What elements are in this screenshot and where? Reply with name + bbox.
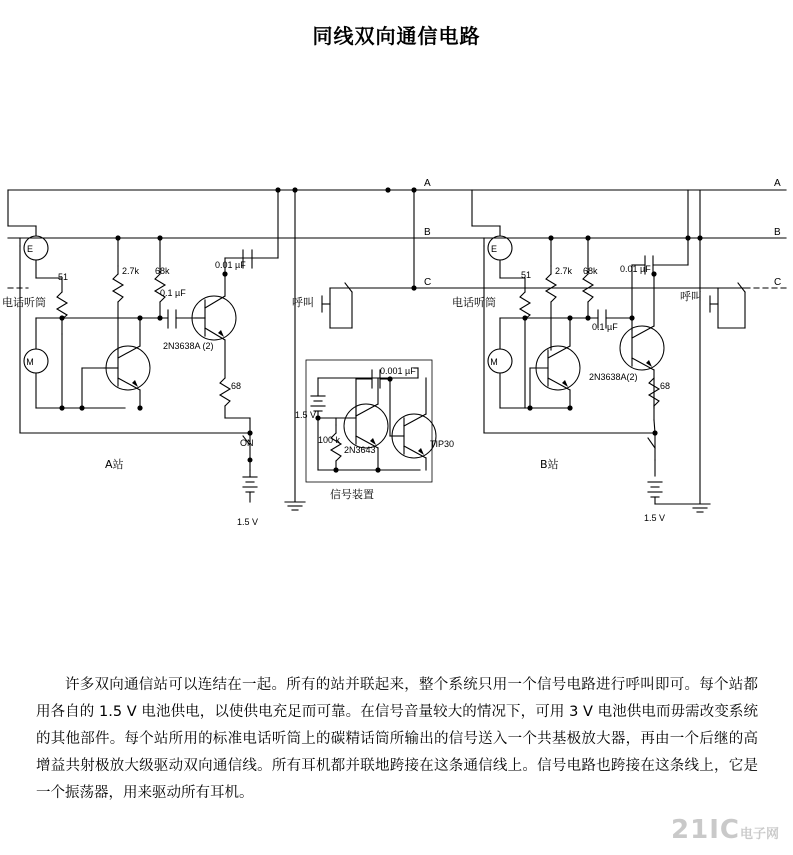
signal-unit-r100k: 100 k bbox=[318, 435, 341, 445]
watermark-sub: 电子网 bbox=[739, 827, 779, 842]
station-a-battery: 1.5 V bbox=[237, 517, 259, 527]
station-b-c001: 0.01 µF bbox=[620, 264, 651, 274]
bus-label-a-right: A bbox=[774, 178, 781, 189]
station-b-r27k: 2.7k bbox=[555, 266, 573, 276]
station-b-name: B站 bbox=[540, 458, 559, 471]
signal-unit-q-tip30: TIP30 bbox=[430, 439, 455, 449]
station-b-mic-label: M bbox=[490, 357, 498, 367]
station-a-switch-label: ON bbox=[240, 438, 254, 448]
caption-text: 许多双向通信站可以连结在一起。所有的站并联起来，整个系统只用一个信号电路进行呼叫即可。每个站都用各自的 1.5 V 电池供电，以使供电充足而可靠。在信号音量较大的情况下，可用 3 V 电池供电而毋需改变系统的其他部件。每个站所用的标准电话听筒上的碳精话筒所输出的信号送入一个共基极放大器，再由一个后继的高增益共射极放大级驱动双向通信线。所有耳机都并联地跨接在这条通信线上。信号电路也跨接在这条线上，它是一个振荡器，用来驱动所有耳机。 bbox=[36, 677, 758, 801]
bus-label-b: B bbox=[424, 227, 431, 238]
station-a-r68k: 68k bbox=[155, 266, 170, 276]
station-a-handset-label: 电话听筒 bbox=[2, 296, 46, 309]
station-a-earpiece-label: E bbox=[26, 244, 34, 254]
station-a-r68: 68 bbox=[231, 381, 242, 391]
station-a-name: A站 bbox=[105, 458, 124, 471]
signal-unit-c0001: 0.001 µF bbox=[380, 366, 416, 376]
station-a-transistor: 2N3638A (2) bbox=[163, 341, 214, 351]
circuit-schematic bbox=[0, 78, 793, 527]
signal-unit-battery: 1.5 V bbox=[295, 410, 317, 420]
station-b-handset-label: 电话听筒 bbox=[452, 296, 496, 309]
station-a-c01: 0.1 µF bbox=[160, 288, 186, 298]
station-b-transistor: 2N3638A(2) bbox=[589, 372, 638, 382]
station-b-r51: 51 bbox=[521, 270, 532, 280]
station-a-r51: 51 bbox=[58, 272, 69, 282]
watermark bbox=[671, 815, 779, 845]
signal-unit-q-2n3643: 2N3643 bbox=[344, 445, 376, 455]
station-b-r68: 68 bbox=[660, 381, 671, 391]
bus-label-b-right: B bbox=[774, 227, 781, 238]
station-b-battery: 1.5 V bbox=[644, 513, 666, 523]
bus-label-c-right: C bbox=[774, 277, 782, 288]
station-a-c001: 0.01 µF bbox=[215, 260, 246, 270]
page-title: 同线双向通信电路 bbox=[312, 24, 481, 48]
station-a-r27k: 2.7k bbox=[122, 266, 140, 276]
station-b-r68k: 68k bbox=[583, 266, 598, 276]
station-b-earpiece-label: E bbox=[490, 244, 498, 254]
station-b-c01: 0.1 µF bbox=[592, 322, 618, 332]
bus-label-c: C bbox=[424, 277, 432, 288]
bus-label-a: A bbox=[424, 178, 431, 189]
station-a-mic-label: M bbox=[26, 357, 34, 367]
signal-unit-name: 信号装置 bbox=[330, 488, 374, 501]
station-a-call-label: 呼叫 bbox=[292, 296, 314, 309]
watermark-main: 21IC bbox=[671, 815, 740, 845]
station-b-call-label: 呼叫 bbox=[680, 290, 702, 303]
